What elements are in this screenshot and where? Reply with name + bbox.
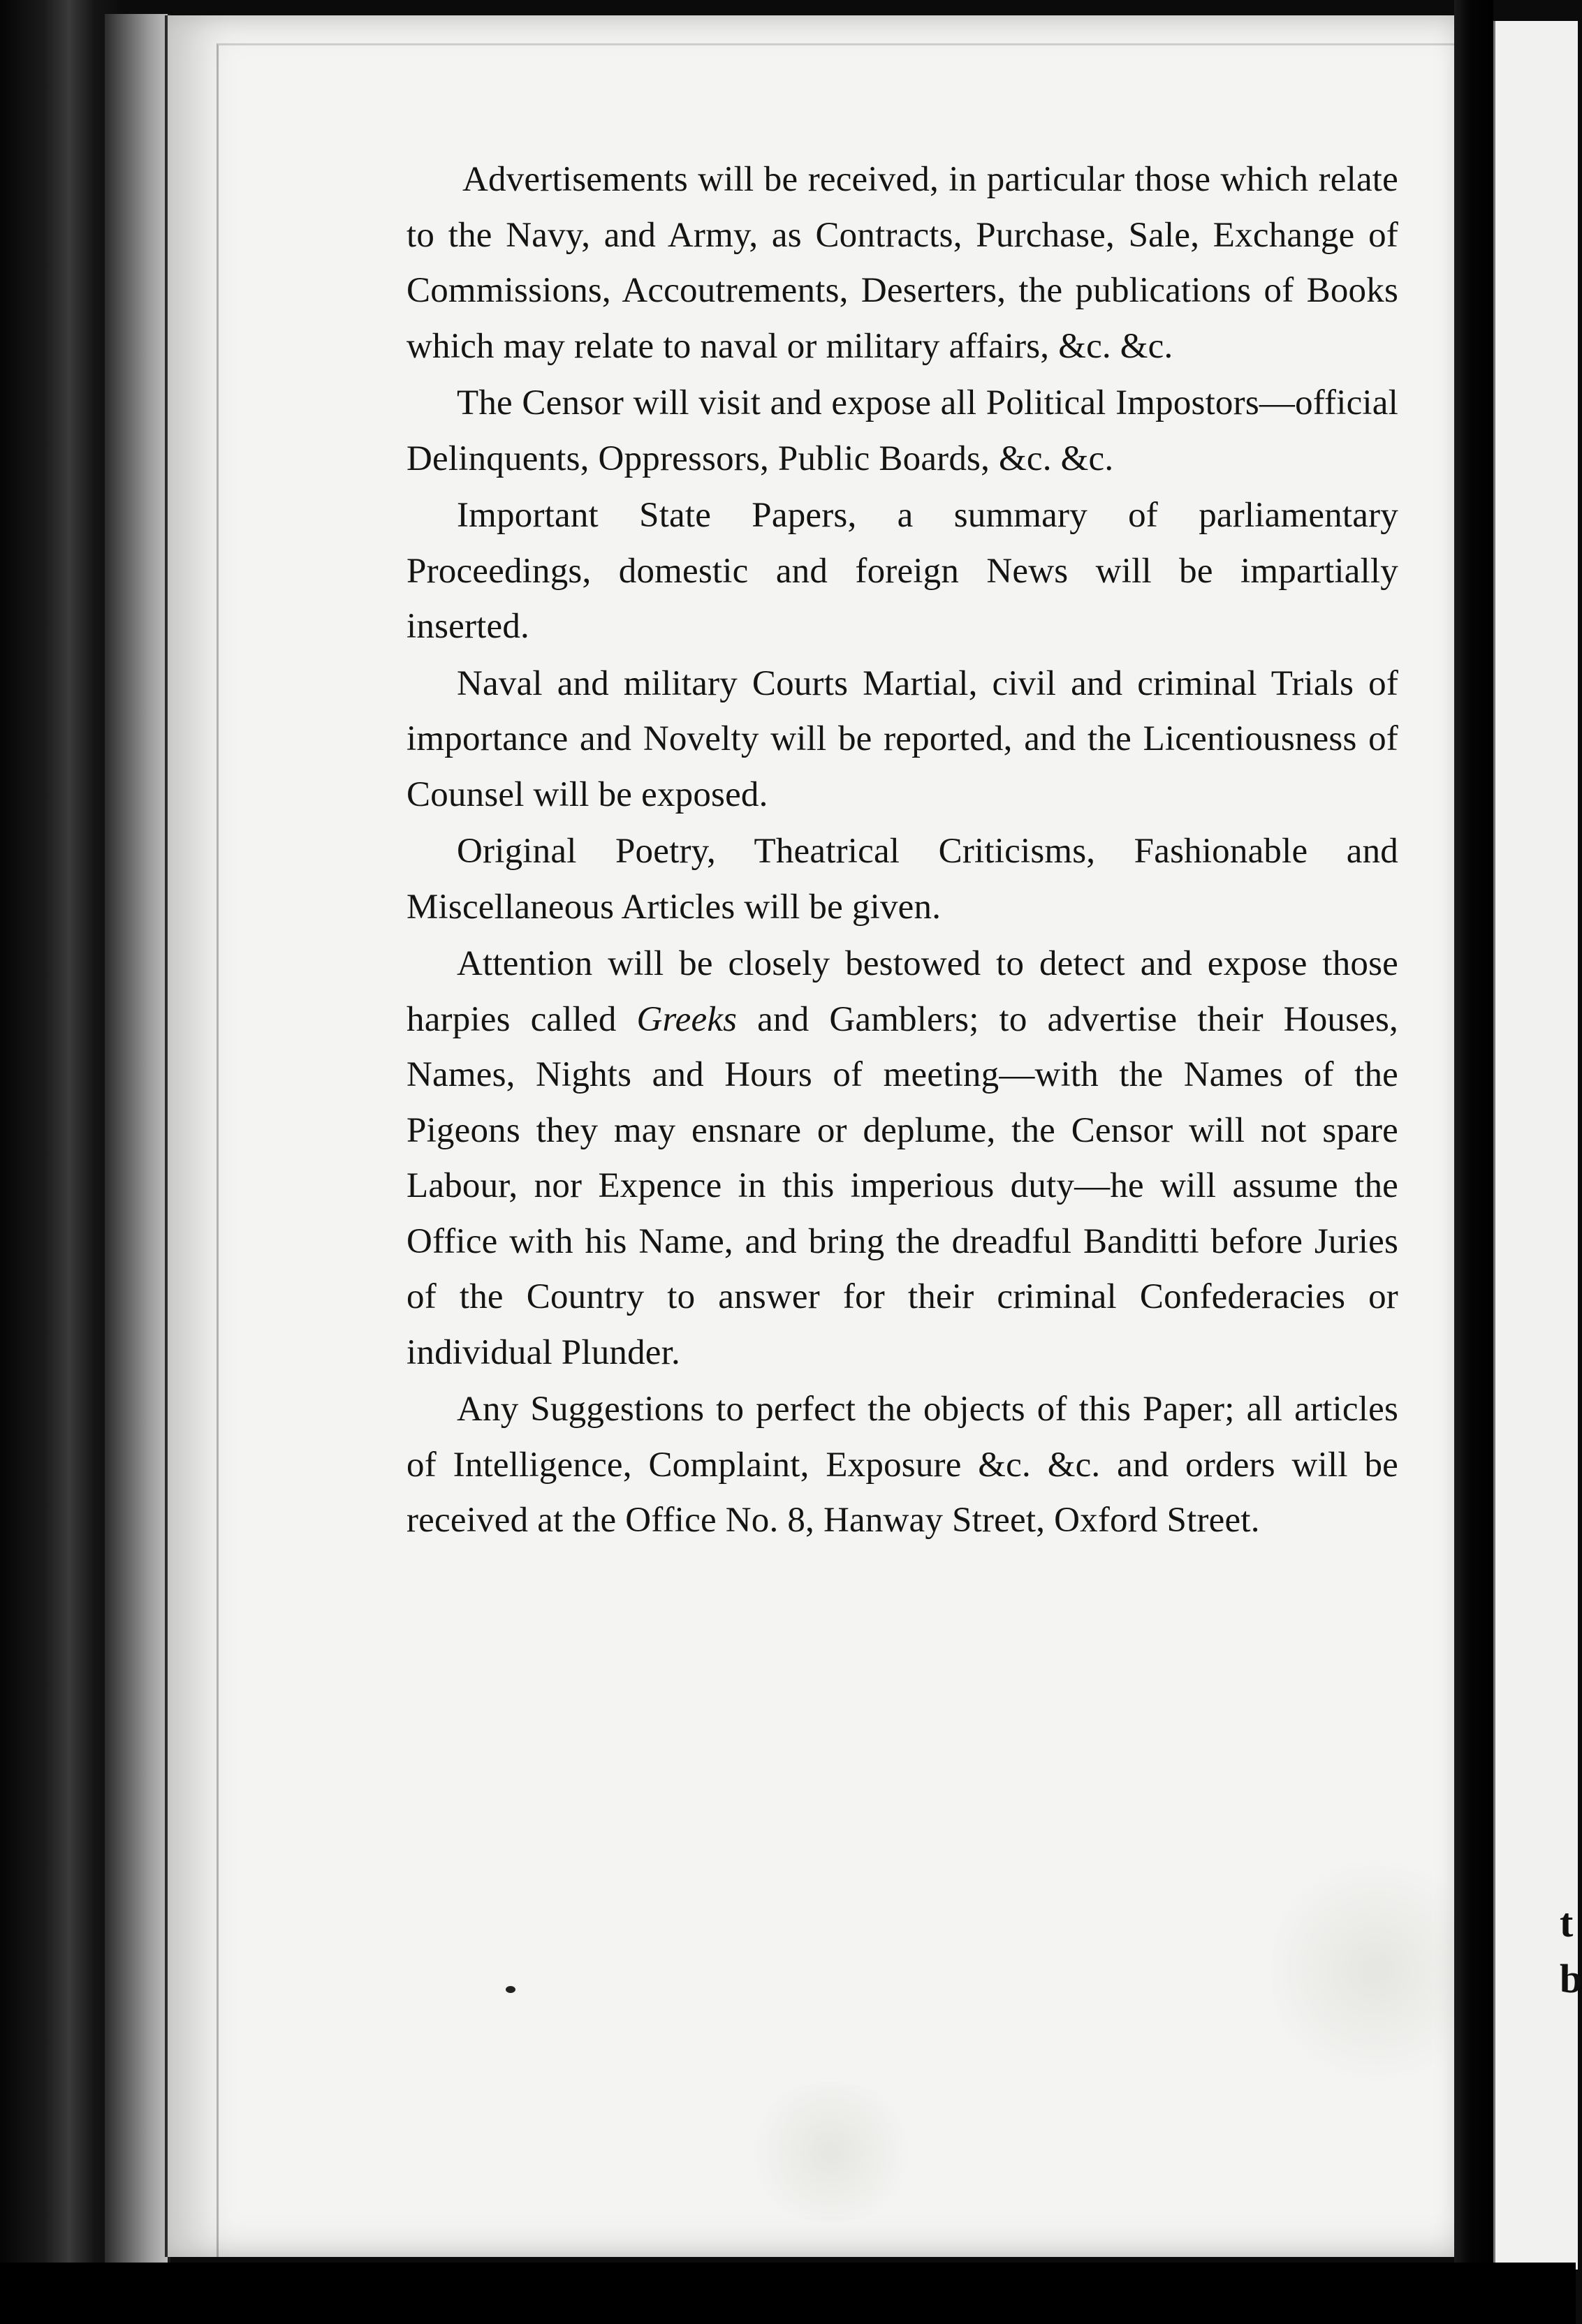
bottom-shadow [0,2263,1576,2324]
water-stain [740,2082,922,2222]
facing-page [1493,21,1582,2270]
facing-page-letter: t [1560,1900,1574,1946]
page-stack-edge [105,14,170,2304]
greeks-text-after: and Gamblers; to advertise their Houses, Names, Nights and Hours of meeting—with the Names of the Pigeons they may ensnare or deplume, the Censor will not spare Labour, nor Expence in this imperious duty—he will assume the Office with his Name, and bring the dreadful Banditti before Juries of the Country to answer for their criminal Confederacies or individual Plunder. [407,999,1398,1372]
greeks-italic: Greeks [636,999,738,1039]
paragraph-state-papers: Important State Papers, a summary of parliamentary Proceedings, domestic and foreign News will be impartially inserted. [407,496,1398,646]
page-text [407,152,1398,1550]
paragraph-greeks [407,936,1398,1381]
paragraph-poetry: Original Poetry, Theatrical Criticisms, Fashionable and Miscellaneous Articles will be given. [407,832,1398,927]
paragraph-advertisements: Advertisements will be received, in particular those which relate to the Navy, and Army, as Contracts, Purchase, Sale, Exchange of Commissions, Accoutrements, Deserters, the publications of Books which may relate to naval or military affairs, &c. &c. [407,160,1398,366]
facing-page-letter: b [1560,1956,1582,2001]
water-stain [1271,1845,1481,2096]
greeks-text-before: Attention will be closely bestowed to detect and expose those harpies called [407,944,1398,1039]
book-gutter [1454,0,1493,2324]
paragraph-courts-martial: Naval and military Courts Martial, civil and criminal Trials of importance and Novelty will be reported, and the Licentiousness of Counsel will be exposed. [407,663,1398,814]
paragraph-suggestions: Any Suggestions to perfect the objects of this Paper; all articles of Intelligence, Complaint, Exposure &c. &c. and orders will be received at the Office No. 8, Hanway Street, Oxford Street. [407,1390,1398,1540]
paragraph-censor: The Censor will visit and expose all Political Impostors—official Delinquents, Oppressors, Public Boards, &c. &c. [407,383,1398,478]
ink-speck [506,1986,515,1993]
